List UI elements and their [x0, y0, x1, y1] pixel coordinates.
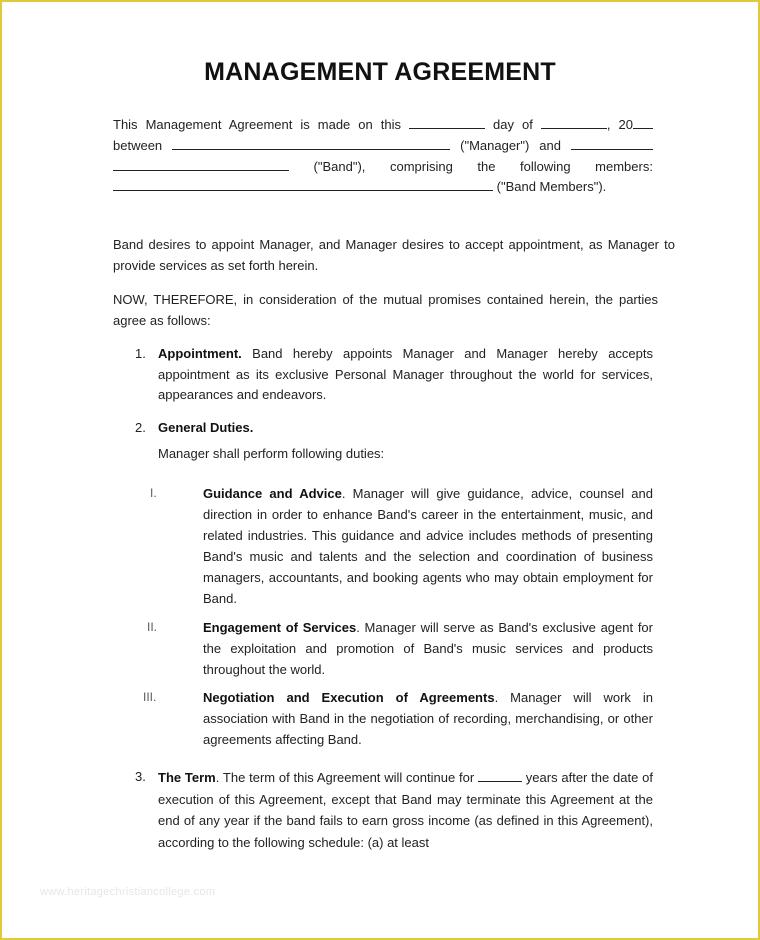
blank-month: [541, 116, 607, 129]
blank-manager: [172, 137, 450, 150]
document-title: MANAGEMENT AGREEMENT: [204, 58, 556, 86]
duty-2-number: II.: [147, 620, 158, 634]
duty-1-heading: Guidance and Advice: [203, 486, 342, 501]
item-3-number: 3.: [135, 769, 146, 784]
duty-2-engagement: Engagement of Services. Manager will serve as Band's exclusive agent for the exploitation and promotion of Band's music services and products throughout the world.: [203, 620, 653, 677]
blank-year: [633, 116, 653, 129]
item-2-number: 2.: [135, 420, 146, 435]
blank-band-members: [113, 178, 493, 191]
duty-3-number: III.: [143, 690, 157, 704]
duty-3-heading: Negotiation and Execution of Agreements: [203, 690, 495, 705]
recital-paragraph: Band desires to appoint Manager, and Manager desires to accept appointment, as Manager to provide services as set forth herein.: [113, 237, 675, 273]
intro-line-3: ("Band"), comprising the following members:: [113, 157, 653, 178]
duty-1-guidance: Guidance and Advice. Manager will give guidance, advice, counsel and direction in order to enhance Band's career in the entertainment, music, and related industries. This guidance and advice includes methods of presenting Band's music and talents and the selection and coordination of business managers, accountants, and booking agents who may obtain employment for Band.: [203, 486, 653, 606]
item-2-intro: Manager shall perform following duties:: [158, 446, 385, 461]
whereas-paragraph: NOW, THEREFORE, in consideration of the mutual promises contained herein, the parties agree as follows:: [113, 292, 658, 328]
item-1-appointment: Appointment. Band hereby appoints Manager and Manager hereby accepts appointment as its exclusive Personal Manager throughout the world for services, appearances and endeavors.: [158, 346, 653, 402]
intro-line-1: This Management Agreement is made on this day of , 20: [113, 115, 653, 136]
item-2-heading: General Duties.: [158, 420, 254, 435]
blank-day: [409, 116, 485, 129]
blank-term-years: [478, 769, 522, 782]
blank-band: [113, 158, 289, 171]
duty-2-heading: Engagement of Services: [203, 620, 357, 635]
intro-line-2: between ("Manager") and: [113, 136, 653, 157]
item-3-term: The Term. The term of this Agreement will continue for years after the date of execution of this Agreement, except that Band may terminate this Agreement at the end of any year if the band fails to earn gross income (as defined in this Agreement), according to the following schedule: (a) at least: [158, 770, 653, 850]
duty-1-number: I.: [150, 486, 157, 500]
watermark-text: www.heritagechristiancollege.com: [40, 886, 216, 898]
item-1-heading: Appointment.: [158, 346, 242, 361]
duty-3-negotiation: Negotiation and Execution of Agreements. Manager will work in association with Band in the negotiation of recording, merchandising, or other agreements affecting Band.: [203, 690, 653, 747]
item-1-number: 1.: [135, 346, 146, 361]
intro-line-4: ("Band Members").: [113, 177, 653, 198]
item-3-heading: The Term: [158, 770, 216, 785]
blank-band-start: [571, 137, 653, 150]
